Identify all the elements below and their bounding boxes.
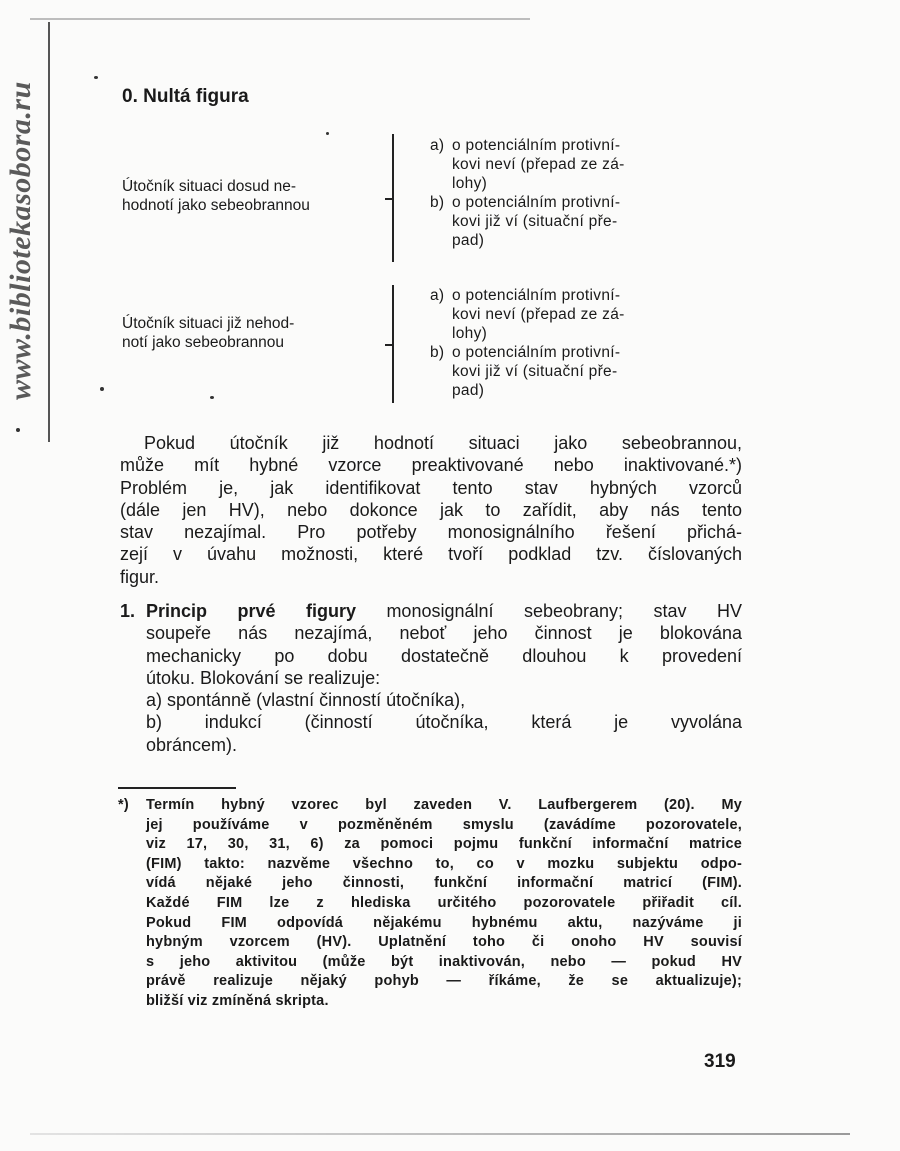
scan-speck — [94, 76, 98, 79]
footnote-body — [118, 796, 742, 1012]
main-paragraph — [120, 432, 742, 588]
option-line: o potenciálním protivní- — [452, 287, 621, 304]
option-line: lohy) — [452, 325, 488, 342]
footnote-rule — [118, 787, 236, 789]
option-line: pad) — [452, 382, 485, 399]
watermark: www.bibliotekasobora.ru — [4, 81, 37, 400]
footnote-line: (FIM) takto: nazvěme všechno to, co v mozku subjektu odpo- — [146, 855, 742, 872]
option-letter: a) — [430, 137, 445, 154]
item-first-line — [146, 600, 742, 622]
option-line: kovi již ví (situační pře- — [452, 213, 618, 230]
footnote-line: právě realizuje nějaký pohyb — říkáme, že se aktualizuje); — [146, 973, 742, 990]
option-line: pad) — [452, 232, 485, 249]
split-label-line: notí jako sebeobrannou — [122, 334, 285, 351]
footnote-line: viz 17, 30, 31, 6) za pomoci pojmu funkční informační matrice — [146, 836, 742, 853]
split-label-2 — [122, 314, 372, 352]
option-letter: b) — [430, 194, 445, 211]
option-a — [430, 286, 720, 343]
item-number: 1. — [120, 601, 136, 621]
split-label-line: hodnotí jako sebeobrannou — [122, 197, 310, 214]
item-line: útoku. Blokování se realizuje: — [146, 667, 381, 688]
split-1-options — [430, 136, 720, 250]
split-label-line: Útočník situaci již nehod- — [122, 315, 295, 332]
scan-speck — [326, 132, 329, 135]
option-a — [430, 136, 720, 193]
brace-bracket-2 — [392, 285, 408, 403]
option-b — [430, 193, 720, 250]
scan-edge-top — [30, 18, 530, 20]
paragraph-line: Problém je, jak identifikovat tento stav hybných vzorců — [120, 477, 742, 498]
paragraph-line: figur. — [120, 566, 160, 587]
item-line: soupeře nás nezajímá, neboť jeho činnost je blokována — [146, 623, 742, 644]
footnote-line: s jeho aktivitou (může být inaktivován, nebo — pokud HV — [146, 953, 742, 970]
footnote-line: hybným vzorcem (HV). Uplatnění toho či onoho HV souvisí — [146, 934, 742, 951]
item-title: Princip prvé figury — [146, 601, 356, 621]
paragraph-line: stav nezajímal. Pro potřeby monosignálního řešení přichá- — [120, 522, 742, 543]
footnote-line: bližší viz zmíněná skripta. — [146, 992, 329, 1009]
scan-edge-bottom — [30, 1133, 850, 1135]
paragraph-line: zejí v úvahu možnosti, které tvoří podklad tzv. číslovaných — [120, 544, 742, 565]
option-line: o potenciálním protivní- — [452, 137, 621, 154]
paragraph-line: (dále jen HV), nebo dokonce jak to zařídit, aby nás tento — [120, 499, 742, 520]
scan-speck — [16, 428, 20, 432]
split-label-line: Útočník situaci dosud ne- — [122, 178, 297, 195]
scan-speck — [210, 396, 214, 399]
left-margin-rule — [48, 22, 50, 442]
option-line: o potenciálním protivní- — [452, 194, 621, 211]
option-letter: a) — [430, 287, 445, 304]
split-2-options — [430, 286, 720, 400]
footnote-line: Pokud FIM odpovídá nějakému hybnému aktu, nazýváme ji — [146, 914, 742, 931]
item-line: obráncem). — [146, 734, 238, 755]
option-b — [430, 343, 720, 400]
item-line: a) spontánně (vlastní činností útočníka), — [146, 690, 466, 711]
paragraph-line: Pokud útočník již hodnotí situaci jako sebeobrannou, — [144, 433, 742, 453]
item-first-line-rest: monosignální sebeobrany; stav HV — [386, 601, 742, 621]
item-line: mechanicky po dobu dostatečně dlouhou k provedení — [146, 645, 742, 666]
footnote-line: jej používáme v pozměněném smyslu (zavádíme pozorovatele, — [146, 816, 742, 833]
principle-item-1 — [120, 600, 742, 756]
scan-speck — [100, 387, 104, 391]
footnote — [118, 796, 742, 1012]
footnote-line: vídá nějaké jeho činnosti, funkční informační matricí (FIM). — [146, 875, 742, 892]
split-label-1 — [122, 177, 372, 215]
option-line: o potenciálním protivní- — [452, 344, 621, 361]
page-number: 319 — [704, 1051, 736, 1072]
paragraph-line: může mít hybné vzorce preaktivované nebo inaktivované.*) — [120, 455, 742, 476]
section-heading: 0. Nultá figura — [122, 86, 249, 107]
footnote-mark: *) — [118, 797, 129, 813]
brace-bracket-1 — [392, 134, 408, 262]
option-letter: b) — [430, 344, 445, 361]
item-body — [120, 600, 742, 756]
option-line: kovi již ví (situační pře- — [452, 363, 618, 380]
option-line: kovi neví (přepad ze zá- — [452, 156, 625, 173]
footnote-line: Každé FIM lze z hlediska určitého pozorovatele přiřadit cíl. — [146, 894, 742, 911]
option-line: lohy) — [452, 175, 488, 192]
item-line: b) indukcí (činností útočníka, která je vyvolána — [146, 712, 742, 733]
footnote-line: Termín hybný vzorec byl zaveden V. Laufbergerem (20). My — [146, 797, 742, 813]
option-line: kovi neví (přepad ze zá- — [452, 306, 625, 323]
